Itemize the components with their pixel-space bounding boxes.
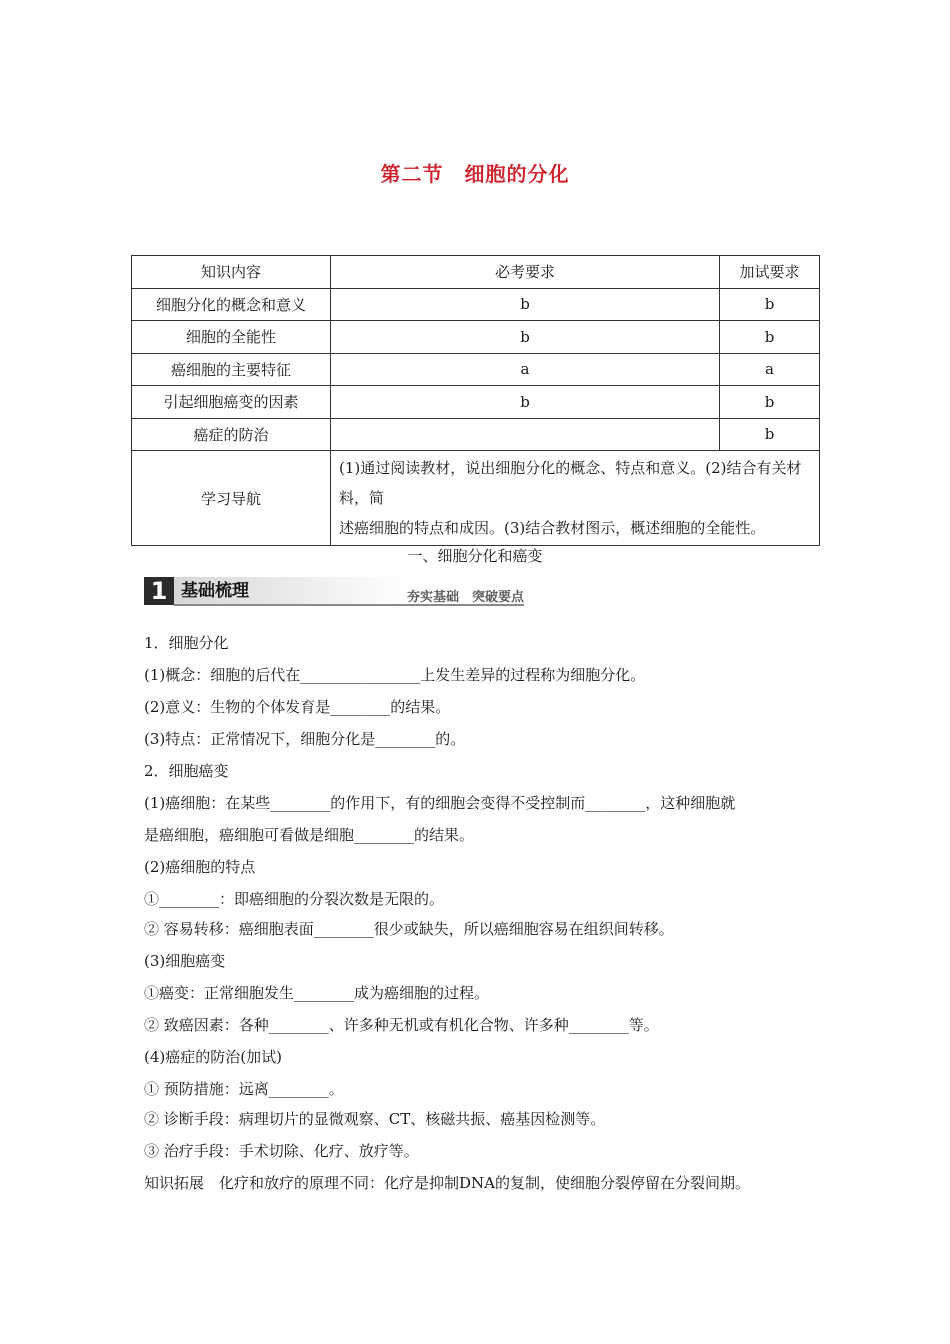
table-cell: 细胞的全能性 bbox=[132, 321, 331, 354]
table-header-row bbox=[132, 256, 820, 289]
table-row bbox=[132, 386, 820, 419]
table-cell: b bbox=[720, 386, 820, 419]
learning-guide-line: (1)通过阅读教材，说出细胞分化的概念、特点和意义。(2)结合有关材料，简 bbox=[339, 459, 802, 507]
section-heading: 一、细胞分化和癌变 bbox=[407, 547, 543, 565]
table-cell: 引起细胞癌变的因素 bbox=[132, 386, 331, 419]
text-line: 是癌细胞，癌细胞可看做是细胞________的结果。 bbox=[144, 826, 475, 844]
text-line: (4)癌症的防治(加试) bbox=[144, 1048, 282, 1066]
table-cell: b bbox=[331, 321, 720, 354]
text-line: ③ 治疗手段：手术切除、化疗、放疗等。 bbox=[144, 1142, 419, 1160]
header-knowledge: 知识内容 bbox=[132, 256, 331, 289]
header-extra: 加试要求 bbox=[720, 256, 820, 289]
table-cell: b bbox=[720, 321, 820, 354]
table-cell: b bbox=[331, 386, 720, 419]
table-row bbox=[132, 353, 820, 386]
header-required: 必考要求 bbox=[331, 256, 720, 289]
text-line: (3)细胞癌变 bbox=[144, 952, 226, 970]
text-line: (2)癌细胞的特点 bbox=[144, 858, 256, 876]
table-row bbox=[132, 288, 820, 321]
heading-cell-differentiation: 1．细胞分化 bbox=[144, 634, 229, 652]
table-cell: 细胞分化的概念和意义 bbox=[132, 288, 331, 321]
text-line: ①________：即癌细胞的分裂次数是无限的。 bbox=[144, 890, 445, 908]
table-cell: b bbox=[720, 288, 820, 321]
table-cell: a bbox=[720, 353, 820, 386]
learning-guide-label: 学习导航 bbox=[132, 451, 331, 546]
banner-label: 基础梳理 bbox=[174, 577, 414, 605]
learning-guide-text bbox=[331, 451, 820, 546]
table-cell: b bbox=[331, 288, 720, 321]
table-cell bbox=[331, 418, 720, 451]
knowledge-extension: 知识拓展 化疗和放疗的原理不同：化疗是抑制DNA的复制，使细胞分裂停留在分裂间期。 bbox=[144, 1174, 750, 1192]
page-title: 第二节 细胞的分化 bbox=[380, 162, 570, 186]
text-line: ①癌变：正常细胞发生________成为癌细胞的过程。 bbox=[144, 984, 490, 1002]
table-cell: a bbox=[331, 353, 720, 386]
table-cell: 癌细胞的主要特征 bbox=[132, 353, 331, 386]
learning-guide-line: 述癌细胞的特点和成因。(3)结合教材图示，概述细胞的全能性。 bbox=[339, 519, 766, 537]
text-line: ② 容易转移：癌细胞表面________很少或缺失，所以癌细胞容易在组织间转移。 bbox=[144, 920, 674, 938]
text-line: (1)概念：细胞的后代在________________上发生差异的过程称为细胞分化。 bbox=[144, 666, 646, 684]
text-line: (2)意义：生物的个体发育是________的结果。 bbox=[144, 698, 451, 716]
learning-guide-row bbox=[132, 451, 820, 546]
section-banner bbox=[144, 576, 524, 606]
text-line: ② 致癌因素：各种________、许多种无机或有机化合物、许多种________等。 bbox=[144, 1016, 659, 1034]
banner-number: 1 bbox=[144, 577, 174, 605]
heading-cell-cancer: 2．细胞癌变 bbox=[144, 762, 229, 780]
requirements-table bbox=[131, 255, 820, 546]
table-cell: 癌症的防治 bbox=[132, 418, 331, 451]
table-cell: b bbox=[720, 418, 820, 451]
table-row bbox=[132, 321, 820, 354]
banner-subtitle: 夯实基础 突破要点 bbox=[406, 590, 524, 605]
text-line: ② 诊断手段：病理切片的显微观察、CT、核磁共振、癌基因检测等。 bbox=[144, 1110, 606, 1128]
table-row bbox=[132, 418, 820, 451]
text-line: (3)特点：正常情况下，细胞分化是________的。 bbox=[144, 730, 466, 748]
text-line: (1)癌细胞：在某些________的作用下，有的细胞会变得不受控制而________，这种细胞就 bbox=[144, 794, 736, 812]
text-line: ① 预防措施：远离________。 bbox=[144, 1080, 344, 1098]
